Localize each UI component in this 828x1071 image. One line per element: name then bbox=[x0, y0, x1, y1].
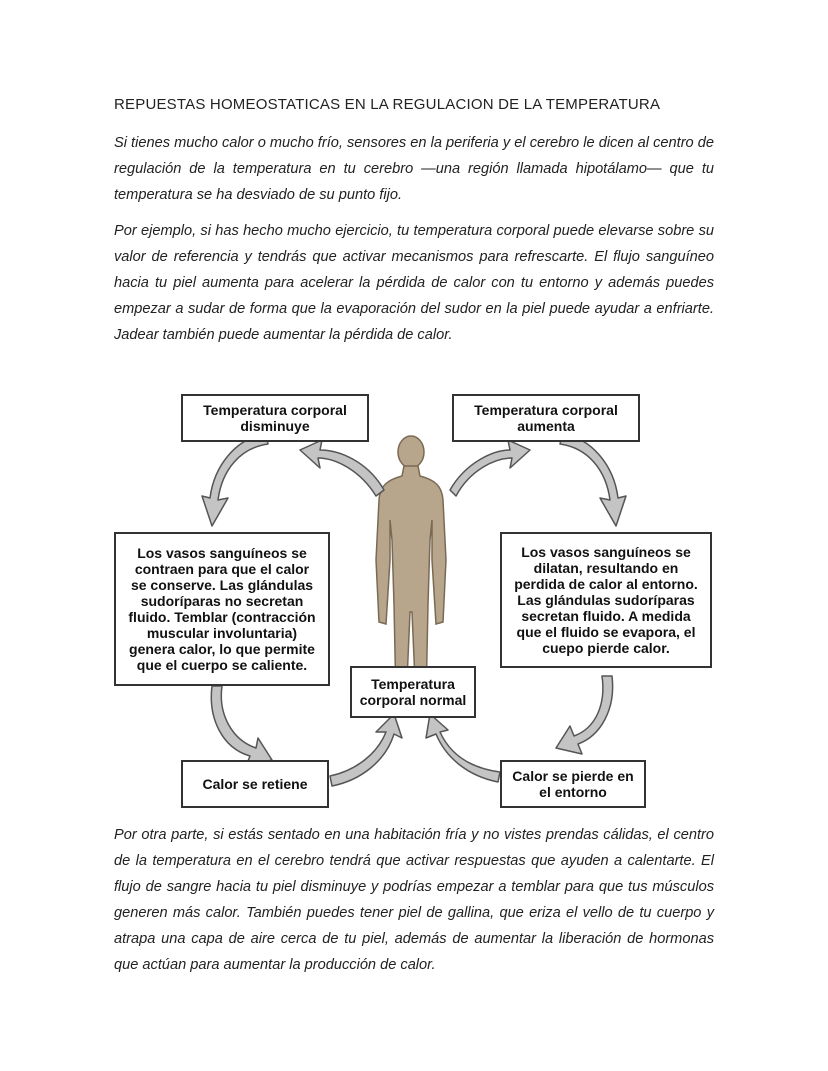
arrow-retain-to-normal bbox=[330, 714, 402, 786]
paragraph-example-heat: Por ejemplo, si has hecho mucho ejercicio, tu temperatura corporal puede elevarse sobre su valor de referencia y tendrás que activar mecanismos para refrescarte. El flujo sanguíneo hacia tu piel aumenta para acelerar la pérdida de calor con tu entorno y además puedes empezar a sudar de forma que la evaporación del sudor en la piel puede ayudar a enfriarte. Jadear también puede aumentar la pérdida de calor. bbox=[114, 223, 714, 343]
human-body-figure bbox=[376, 436, 446, 704]
box-heat-lost: Calor se pierde en el entorno bbox=[500, 760, 646, 808]
arrow-to-constrict bbox=[202, 434, 268, 526]
box-normal-temperature: Temperatura corporal normal bbox=[350, 666, 476, 718]
paragraph-intro: Si tienes mucho calor o mucho frío, sensores en la periferia y el cerebro le dicen al centro de regulación de la temperatura en tu cerebro —una región llamada hipotálamo— que tu temperatura se ha desviado de su punto fijo. bbox=[114, 135, 714, 203]
arrow-to-lose bbox=[556, 676, 613, 754]
arrow-to-dilate bbox=[560, 434, 626, 526]
box-temperature-decreases: Temperatura corporal disminuye bbox=[181, 394, 369, 442]
paragraph-example-cold: Por otra parte, si estás sentado en una habitación fría y no vistes prendas cálidas, el centro de la temperatura en el cerebro tendrá que activar respuestas que ayuden a calentarte. El flujo de sangre hacia tu piel disminuye y podrías empezar a temblar para que tus músculos generen más calor. También puedes tener piel de gallina, que eriza el vello de tu cuerpo y atrapa una capa de aire cerca de tu piel, además de aumentar la liberación de hormonas que actúan para aumentar la producción de calor. bbox=[114, 827, 714, 973]
box-temperature-increases: Temperatura corporal aumenta bbox=[452, 394, 640, 442]
arrow-to-temp-up bbox=[450, 440, 530, 496]
box-heat-retained: Calor se retiene bbox=[181, 760, 329, 808]
box-vessels-dilate: Los vasos sanguíneos se dilatan, resultando en perdida de calor al entorno. Las glándulas sudoríparas secretan fluido. A medida que el fluido se evapora, el cuepo pierde calor. bbox=[500, 532, 712, 668]
arrow-lose-to-normal bbox=[426, 714, 500, 782]
arrow-to-temp-down bbox=[300, 440, 384, 496]
arrow-to-retain bbox=[211, 686, 272, 766]
box-vessels-constrict: Los vasos sanguíneos se contraen para que el calor se conserve. Las glándulas sudoríparas no secretan fluido. Temblar (contracción muscular involuntaria) genera calor, lo que permite que el cuerpo se caliente. bbox=[114, 532, 330, 686]
page-title: REPUESTAS HOMEOSTATICAS EN LA REGULACION DE LA TEMPERATURA bbox=[114, 96, 661, 113]
